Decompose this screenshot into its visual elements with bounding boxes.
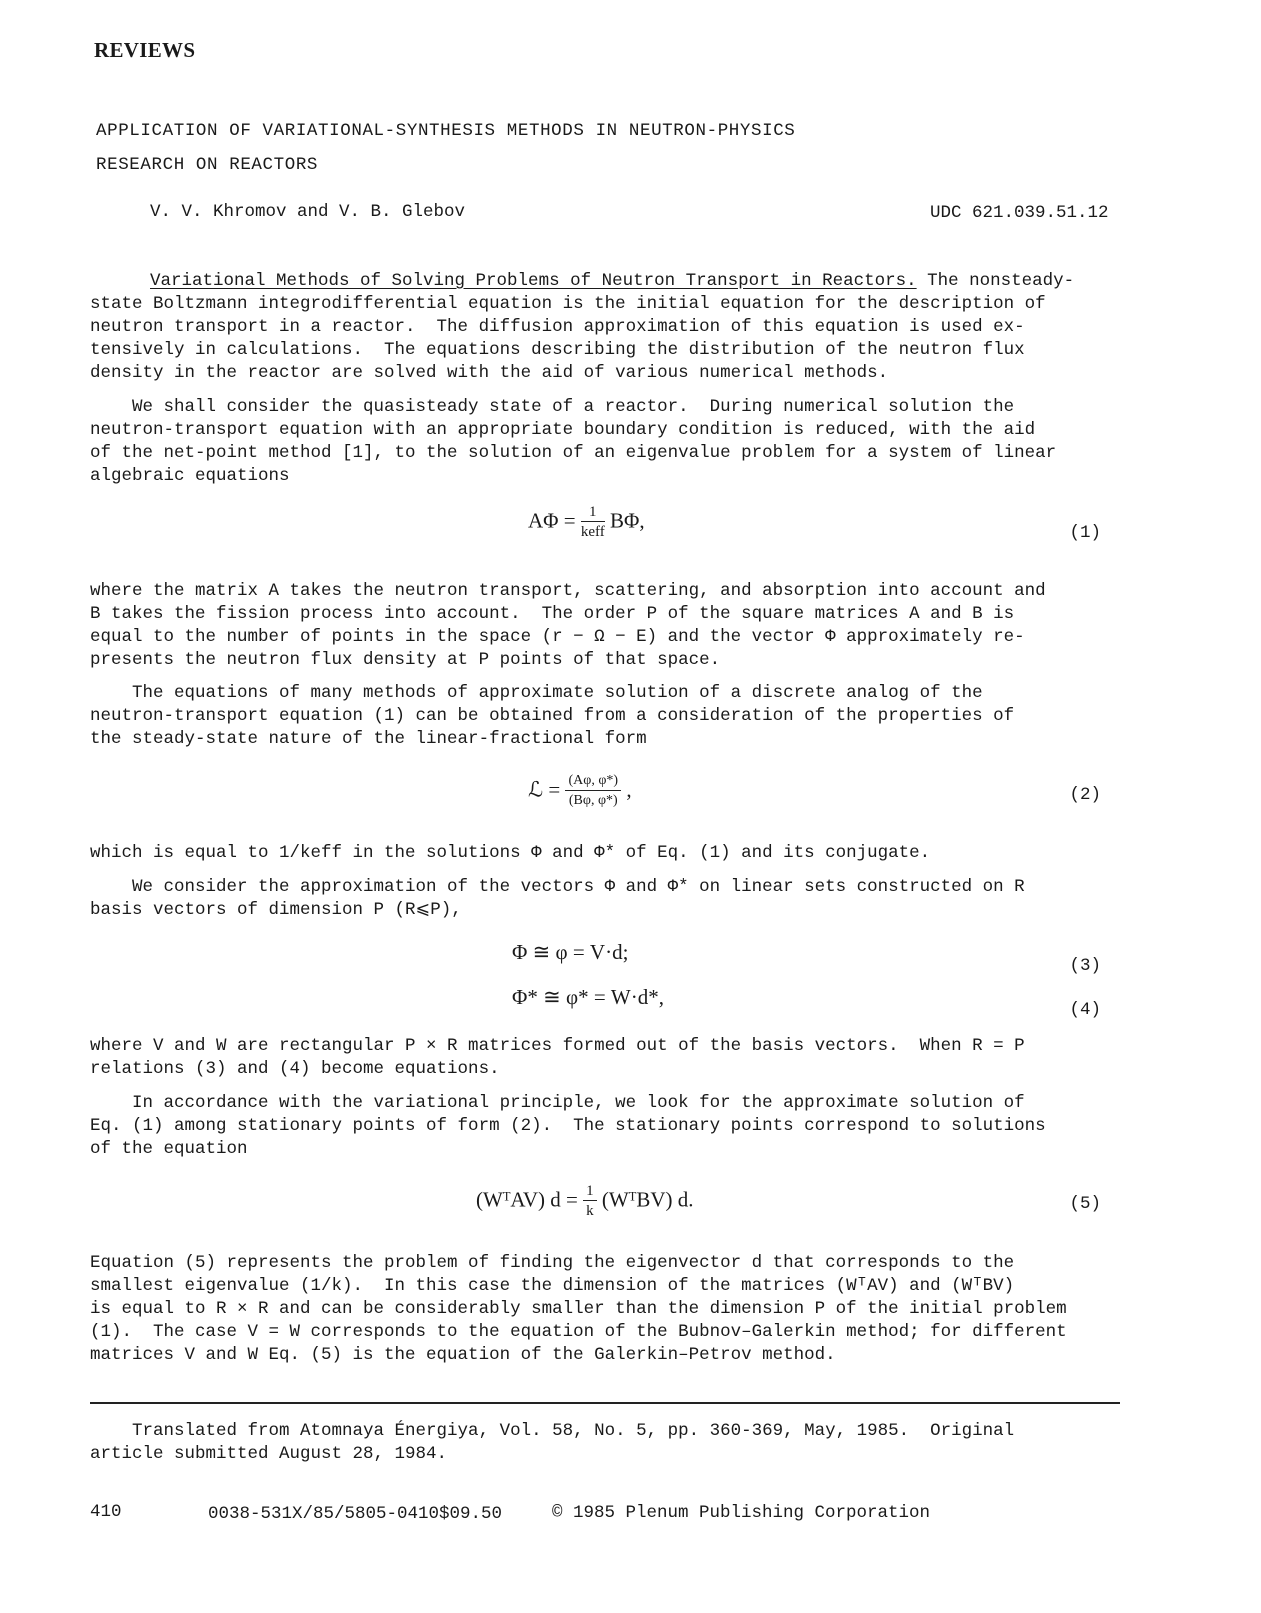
- equation-5-denominator: k: [586, 1203, 594, 1219]
- authors: V. V. Khromov and V. B. Glebov: [150, 202, 466, 222]
- equation-2-number: (2): [1069, 785, 1101, 805]
- equation-2-numerator: (Aφ, φ*): [565, 772, 621, 791]
- equation-2-rhs: ,: [621, 777, 632, 802]
- article-code: 0038-531X/85/5805-0410$09.50: [208, 1504, 503, 1524]
- equation-2-fraction: [565, 772, 621, 811]
- paragraph-1-first-line: The nonsteady-: [916, 271, 1075, 291]
- paragraph-7: where V and W are rectangular P × R matrices formed out of the basis vectors. When R = P relations (3) and (4) become equations.: [90, 1036, 1025, 1079]
- equation-5-numerator: 1: [583, 1182, 597, 1201]
- equation-3-number: (3): [1069, 956, 1101, 976]
- equation-3: Φ ≅ φ = V·d;: [512, 940, 629, 964]
- article-title-line-2: RESEARCH ON REACTORS: [96, 155, 319, 175]
- udc-code: UDC 621.039.51.12: [930, 203, 1109, 223]
- paragraph-6: We consider the approximation of the vectors Φ and Φ* on linear sets constructed on R basis vectors of dimension P (R⩽P),: [90, 877, 1025, 920]
- section-heading: Variational Methods of Solving Problems of Neutron Transport in Reactors.: [150, 271, 917, 291]
- section-label: REVIEWS: [94, 38, 196, 62]
- equation-1-rhs: BΦ,: [604, 508, 645, 533]
- paragraph-9: Equation (5) represents the problem of finding the eigenvector d that corresponds to the smallest eigenvalue (1/k). In this case the dimension of the matrices (WᵀAV) and (WᵀBV) is equal to R × R and can be considerably smaller than the dimension P of the initial problem (1). The case V = W corresponds to the equation of the Bubnov–Galerkin method; for different matrices V and W Eq. (5) is the equation of the Galerkin–Petrov method.: [90, 1253, 1067, 1365]
- article-title-line-1: APPLICATION OF VARIATIONAL-SYNTHESIS METHODS IN NEUTRON-PHYSICS: [96, 121, 796, 141]
- equation-2-lhs: ℒ =: [528, 777, 566, 802]
- equation-5-number: (5): [1069, 1194, 1101, 1214]
- paragraph-4: The equations of many methods of approximate solution of a discrete analog of the neutron-transport equation (1) can be obtained from a consideration of the properties of the steady-state nature of the linear-fractional form: [90, 683, 1015, 749]
- paragraph-5: which is equal to 1/keff in the solutions Φ and Φ* of Eq. (1) and its conjugate.: [90, 843, 931, 863]
- equation-4: Φ* ≅ φ* = W·d*,: [512, 985, 664, 1009]
- equation-5-lhs: (WᵀAV) d =: [476, 1187, 584, 1212]
- equation-4-number: (4): [1069, 1000, 1101, 1020]
- equation-1-numerator: 1: [581, 503, 605, 522]
- equation-5: [476, 1182, 693, 1221]
- equation-1-number: (1): [1069, 523, 1101, 543]
- equation-1: [528, 503, 645, 542]
- copyright: © 1985 Plenum Publishing Corporation: [552, 1503, 931, 1523]
- page-number: 410: [90, 1502, 122, 1522]
- footnote-divider: [90, 1402, 1120, 1404]
- equation-5-rhs: (WᵀBV) d.: [596, 1187, 694, 1212]
- paragraph-2: We shall consider the quasisteady state of a reactor. During numerical solution the neutron-transport equation with an appropriate boundary condition is reduced, with the aid of the net-point method [1], to the solution of an eigenvalue problem for a system of linear algebraic equations: [90, 397, 1057, 486]
- footnote: Translated from Atomnaya Énergiya, Vol. 58, No. 5, pp. 360-369, May, 1985. Original article submitted August 28, 1984.: [90, 1421, 1015, 1464]
- equation-1-lhs: AΦ =: [528, 508, 581, 533]
- paragraph-3: where the matrix A takes the neutron transport, scattering, and absorption into account and B takes the fission process into account. The order P of the square matrices A and B is equal to the number of points in the space (r − Ω − E) and the vector Φ approximately re- presents the neutron flux density at P points of that space.: [90, 581, 1046, 670]
- equation-1-fraction: [581, 503, 605, 542]
- equation-1-denominator: keff: [580, 524, 605, 540]
- paragraph-1-body: state Boltzmann integrodifferential equation is the initial equation for the description of neutron transport in a reactor. The diffusion approximation of this equation is used ex- tensively in calculations. The equations describing the distribution of the neutron flux density in the reactor are solved with the aid of various numerical methods.: [90, 294, 1046, 383]
- equation-5-fraction: [583, 1182, 597, 1221]
- paragraph-8: In accordance with the variational principle, we look for the approximate solution of Eq. (1) among stationary points of form (2). The stationary points correspond to solutions of the equation: [90, 1093, 1046, 1159]
- equation-2: [528, 772, 632, 811]
- equation-2-denominator: (Bφ, φ*): [568, 793, 618, 808]
- paragraph-1: [90, 270, 1120, 385]
